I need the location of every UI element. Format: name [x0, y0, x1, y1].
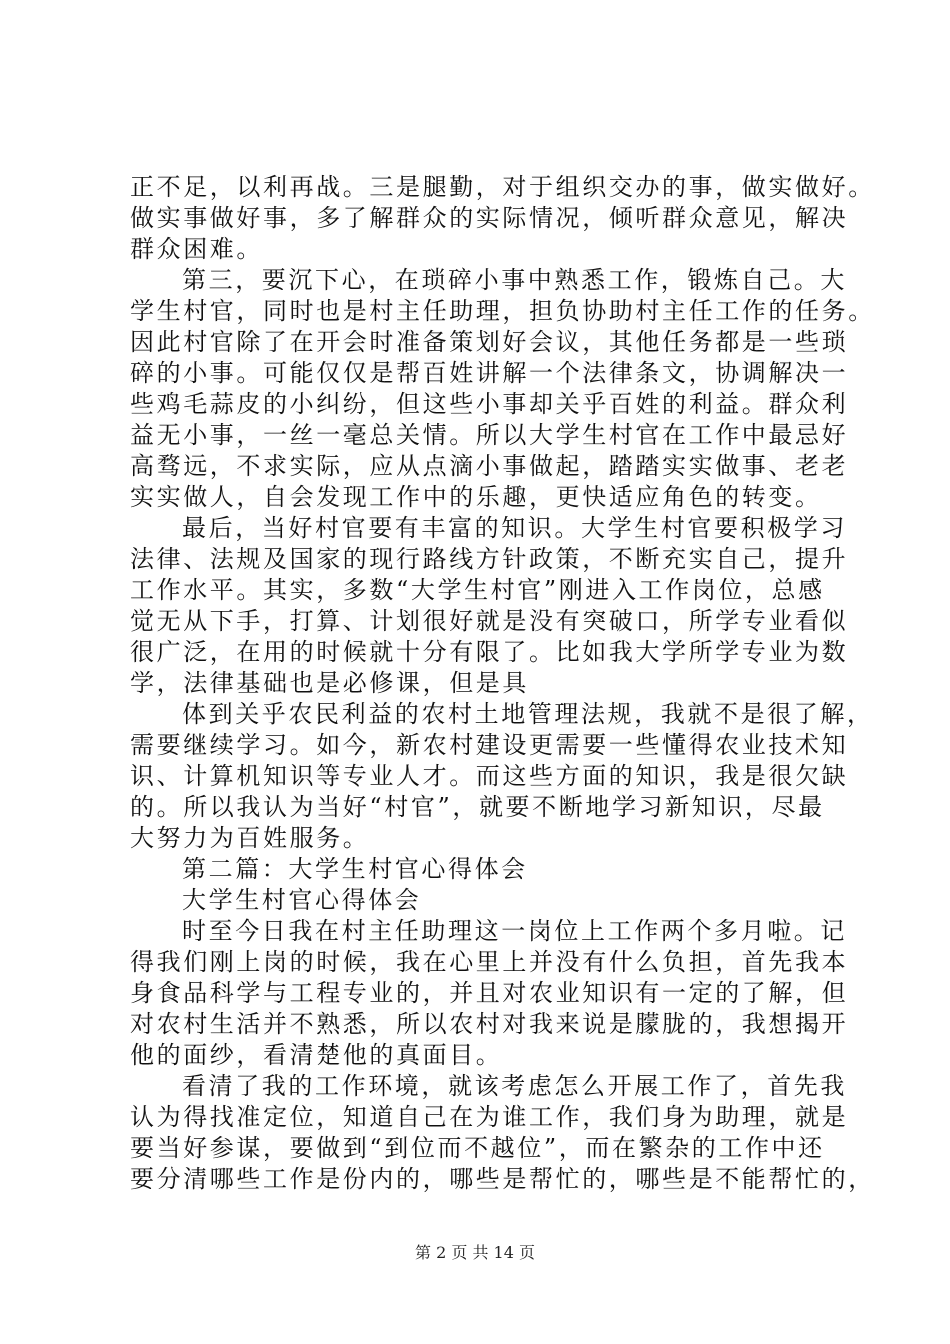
- body-line: 益无小事，一丝一毫总关情。所以大学生村官在工作中最忌好: [130, 421, 849, 449]
- body-line: 群众困难。: [130, 235, 263, 263]
- body-line: 认为得找准定位，知道自己在为谁工作，我们身为助理，就是: [130, 1103, 849, 1131]
- body-line: 大努力为百姓服务。: [130, 824, 370, 852]
- section-heading: 第二篇：大学生村官心得体会: [182, 855, 528, 883]
- body-line: 学生村官，同时也是村主任助理，担负协助村主任工作的任务。: [130, 297, 875, 325]
- paragraph-start-line: 第三，要沉下心，在琐碎小事中熟悉工作，锻炼自己。大: [182, 266, 847, 294]
- body-line: 要当好参谋，要做到“到位而不越位”，而在繁杂的工作中还: [130, 1134, 825, 1162]
- body-line: 的。所以我认为当好“村官”，就要不断地学习新知识，尽最: [130, 793, 825, 821]
- body-line: 做实事做好事，多了解群众的实际情况，倾听群众意见，解决: [130, 204, 849, 232]
- body-line: 需要继续学习。如今，新农村建设更需要一些懂得农业技术知: [130, 731, 849, 759]
- body-line: 很广泛，在用的时候就十分有限了。比如我大学所学专业为数: [130, 638, 849, 666]
- body-line: 身食品科学与工程专业的，并且对农业知识有一定的了解，但: [130, 979, 849, 1007]
- body-line: 得我们刚上岗的时候，我在心里上并没有什么负担，首先我本: [130, 948, 849, 976]
- body-line: 识、计算机知识等专业人才。而这些方面的知识，我是很欠缺: [130, 762, 849, 790]
- body-line: 工作水平。其实，多数“大学生村官”刚进入工作岗位，总感: [130, 576, 825, 604]
- body-line: 法律、法规及国家的现行路线方针政策，不断充实自己，提升: [130, 545, 849, 573]
- paragraph-start-line: 看清了我的工作环境，就该考虑怎么开展工作了，首先我: [182, 1072, 847, 1100]
- page-number-footer: 第 2 页 共 14 页: [415, 1243, 535, 1262]
- paragraph-start-line: 最后，当好村官要有丰富的知识。大学生村官要积极学习: [182, 514, 847, 542]
- body-line: 学，法律基础也是必修课，但是具: [130, 669, 529, 697]
- body-line: 实实做人，自会发现工作中的乐趣，更快适应角色的转变。: [130, 483, 822, 511]
- body-line: 对农村生活并不熟悉，所以农村对我来说是朦胧的，我想揭开: [130, 1010, 849, 1038]
- body-line: 要分清哪些工作是份内的，哪些是帮忙的，哪些是不能帮忙的，: [130, 1165, 875, 1193]
- body-line: 碎的小事。可能仅仅是帮百姓讲解一个法律条文，协调解决一: [130, 359, 849, 387]
- body-line: 他的面纱，看清楚他的真面目。: [130, 1041, 503, 1069]
- body-line: 觉无从下手，打算、计划很好就是没有突破口，所学专业看似: [130, 607, 849, 635]
- document-body: [130, 172, 875, 1195]
- body-line: 正不足，以利再战。三是腿勤，对于组织交办的事，做实做好。: [130, 173, 875, 201]
- body-line: 高骛远，不求实际，应从点滴小事做起，踏踏实实做事、老老: [130, 452, 849, 480]
- body-line: 因此村官除了在开会时准备策划好会议，其他任务都是一些琐: [130, 328, 849, 356]
- body-line: 些鸡毛蒜皮的小纠纷，但这些小事却关乎百姓的利益。群众利: [130, 390, 849, 418]
- paragraph-start-line: 体到关乎农民利益的农村土地管理法规，我就不是很了解，: [182, 700, 874, 728]
- article-title: 大学生村官心得体会: [182, 886, 422, 914]
- paragraph-start-line: 时至今日我在村主任助理这一岗位上工作两个多月啦。记: [182, 917, 847, 945]
